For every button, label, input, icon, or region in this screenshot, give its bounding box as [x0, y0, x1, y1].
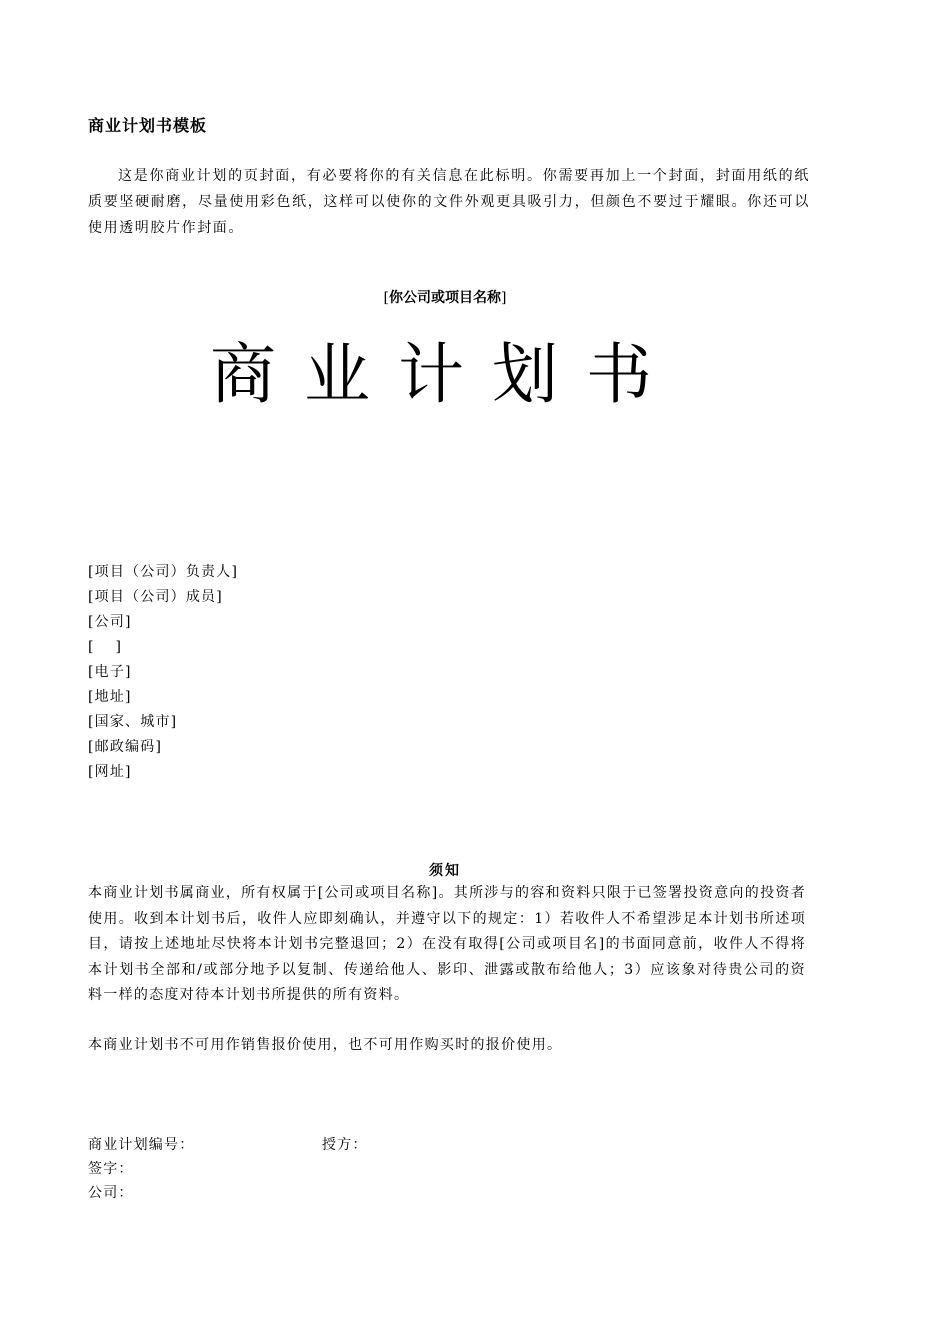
- contact-line-country-city: [国家、城市]: [88, 714, 178, 730]
- cover-title: 商业计划书: [210, 336, 680, 413]
- document-heading: 商业计划书模板: [88, 116, 208, 135]
- bracket-open: [: [383, 290, 389, 306]
- notice-price-clause: 本商业计划书不可用作销售报价使用，也不可用作购买时的报价使用。: [88, 1037, 563, 1053]
- contact-info-list: [88, 560, 238, 785]
- company-name-text: 你公司或项目名称: [389, 290, 501, 306]
- bracket-close: ]: [501, 290, 507, 306]
- contact-line-website: [网址]: [88, 764, 132, 780]
- intro-paragraph: 这是你商业计划的页封面，有必要将你的有关信息在此标明。你需要再加上一个封面，封面用纸的纸质要坚硬耐磨，尽量使用彩色纸，这样可以使你的文件外观更具吸引力，但颜色不要过于耀眼。你还可以使用透明胶片作封面。: [88, 168, 810, 236]
- contact-line-address: [地址]: [88, 689, 132, 705]
- notice-body: 本商业计划书属商业，所有权属于[公司或项目名称]。其所涉与的容和资料只限于已签署投资意向的投资者使用。收到本计划书后，收件人应即刻确认，并遵守以下的规定：1）若收件人不希望涉足本计划书所述项目，请按上述地址尽快将本计划书完整退回；2）在没有取得[公司或项目名]的书面同意前，收件人不得将本计划书全部和/或部分地予以复制、传递给他人、影印、泄露或散布给他人；3）应该象对待贵公司的资料一样的态度对待本计划书所提供的所有资料。: [88, 885, 806, 1003]
- signature-label: 签字：: [88, 1161, 134, 1177]
- notice-title: 须知: [429, 863, 461, 879]
- plan-number-label: 商业计划编号：: [88, 1137, 195, 1153]
- contact-line-company: [公司]: [88, 614, 132, 630]
- grantee-label: 授方：: [322, 1137, 368, 1153]
- contact-line-email: [电子]: [88, 664, 132, 680]
- contact-line-blank: [ ]: [88, 639, 123, 655]
- contact-line-leader: [项目（公司）负责人]: [88, 564, 239, 580]
- company-label: 公司：: [88, 1185, 134, 1201]
- contact-line-postcode: [邮政编码]: [88, 739, 163, 755]
- company-name-placeholder: [0, 287, 890, 307]
- contact-line-members: [项目（公司）成员]: [88, 589, 223, 605]
